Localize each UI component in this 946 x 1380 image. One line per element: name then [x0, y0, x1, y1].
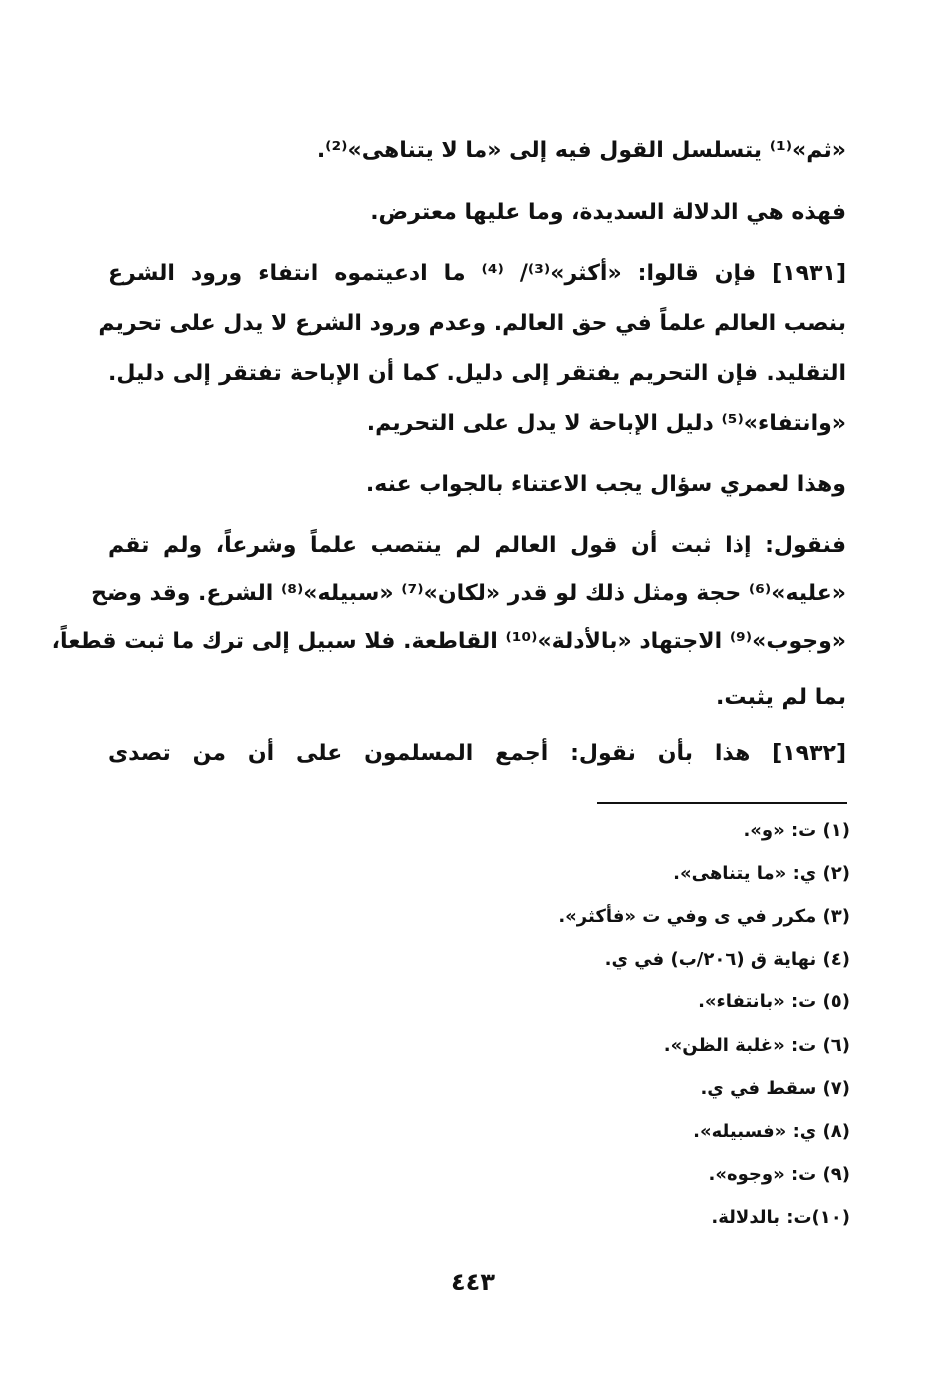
footnote: (٥) ت: «بانتفاء».	[698, 991, 850, 1012]
text-line: بنصب العالم علماً في حق العالم. وعدم ورود الشرع لا يدل على تحريم	[98, 311, 846, 336]
footnote: (٣) مكرر في ى وفي ت «فأكثر».	[558, 906, 850, 927]
text-line: «وجوب»⁽⁹⁾ الاجتهاد «بالأدلة»⁽¹⁰⁾ القاطعة. فلا سبيل إلى ترك ما ثبت قطعاً،	[51, 629, 846, 654]
footnote: (٦) ت: «غلبة الظن».	[663, 1035, 850, 1056]
footnote: (٢) ي: «ما يتناهى».	[673, 863, 850, 884]
footnote: (١) ت: «و».	[743, 820, 850, 841]
text-line: التقليد. فإن التحريم يفتقر إلى دليل. كما أن الإباحة تفتقر إلى دليل.	[108, 361, 846, 386]
footnote: (٧) سقط في ي.	[700, 1078, 850, 1099]
text-line: «وانتفاء»⁽⁵⁾ دليل الإباحة لا يدل على التحريم.	[366, 411, 846, 436]
page-number: ٤٤٣	[451, 1268, 495, 1296]
footnote: (٤) نهاية ق (٢٠٦/ب) في ي.	[604, 949, 850, 970]
text-line: «ثم»⁽¹⁾ يتسلسل القول فيه إلى «ما لا يتناهى»⁽²⁾.	[316, 138, 846, 163]
text-line: [١٩٣٢] هذا بأن نقول: أجمع المسلمون على أن من تصدى	[108, 741, 846, 766]
text-line: «عليه»⁽⁶⁾ حجة ومثل ذلك لو قدر «لكان»⁽⁷⁾ «سبيله»⁽⁸⁾ الشرع. وقد وضح	[91, 581, 846, 606]
text-line: [١٩٣١] فإن قالوا: «أكثر»⁽³⁾/ ⁽⁴⁾ ما ادعيتموه انتفاء ورود الشرع	[108, 261, 847, 286]
footnote: (٩) ت: «وجوه».	[708, 1164, 850, 1185]
text-line: وهذا لعمري سؤال يجب الاعتناء بالجواب عنه.	[365, 472, 846, 497]
footnote: (١٠)ت: بالدلالة.	[711, 1207, 850, 1228]
text-line: فنقول: إذا ثبت أن قول العالم لم ينتصب علماً وشرعاً، ولم تقم	[108, 533, 846, 558]
text-line: بما لم يثبت.	[716, 685, 846, 710]
text-line: فهذه هي الدلالة السديدة، وما عليها معترض.	[370, 200, 846, 225]
footnote-divider	[597, 802, 847, 804]
footnote: (٨) ي: «فسبيله».	[693, 1121, 850, 1142]
